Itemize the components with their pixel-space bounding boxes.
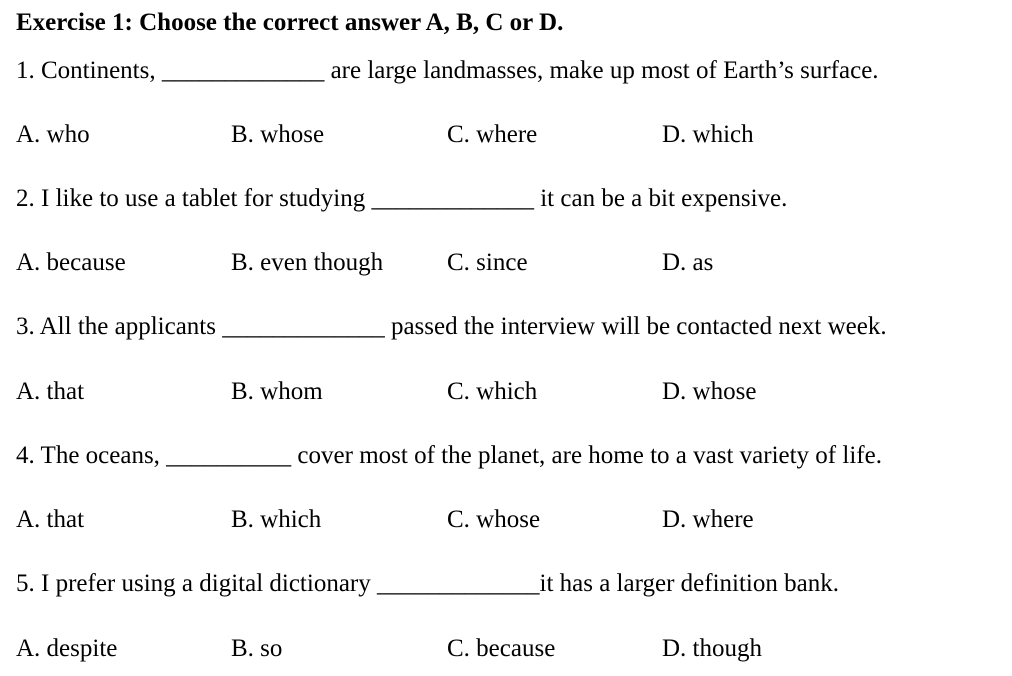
option-a: A. despite <box>16 635 118 662</box>
option-c: C. where <box>447 121 538 148</box>
option-b: B. whom <box>231 378 323 405</box>
question-3: 3. All the applicants _____________ passed the interview will be contacted next week. <box>16 313 887 340</box>
option-c: C. because <box>447 635 556 662</box>
option-b: B. whose <box>231 121 325 148</box>
options-row-4 <box>16 503 996 537</box>
option-b: B. which <box>231 506 322 533</box>
question-1: 1. Continents, _____________ are large landmasses, make up most of Earth’s surface. <box>16 57 879 84</box>
options-row-5 <box>16 632 996 666</box>
question-2: 2. I like to use a tablet for studying _____________ it can be a bit expensive. <box>16 185 788 212</box>
option-d: D. which <box>662 121 754 148</box>
option-b: B. so <box>231 635 283 662</box>
options-row-2 <box>16 246 996 280</box>
option-b: B. even though <box>231 249 384 276</box>
question-4: 4. The oceans, __________ cover most of the planet, are home to a vast variety of life. <box>16 442 882 469</box>
question-5: 5. I prefer using a digital dictionary _____________it has a larger definition bank. <box>16 570 839 597</box>
option-d: D. as <box>662 249 714 276</box>
option-c: C. which <box>447 378 538 405</box>
option-c: C. whose <box>447 506 541 533</box>
option-d: D. whose <box>662 378 757 405</box>
option-d: D. though <box>662 635 762 662</box>
exercise-title: Exercise 1: Choose the correct answer A, B, C or D. <box>16 9 564 36</box>
options-row-1 <box>16 118 996 152</box>
options-row-3 <box>16 375 996 409</box>
option-a: A. that <box>16 378 85 405</box>
option-a: A. who <box>16 121 90 148</box>
option-c: C. since <box>447 249 528 276</box>
option-a: A. because <box>16 249 126 276</box>
option-a: A. that <box>16 506 85 533</box>
option-d: D. where <box>662 506 754 533</box>
